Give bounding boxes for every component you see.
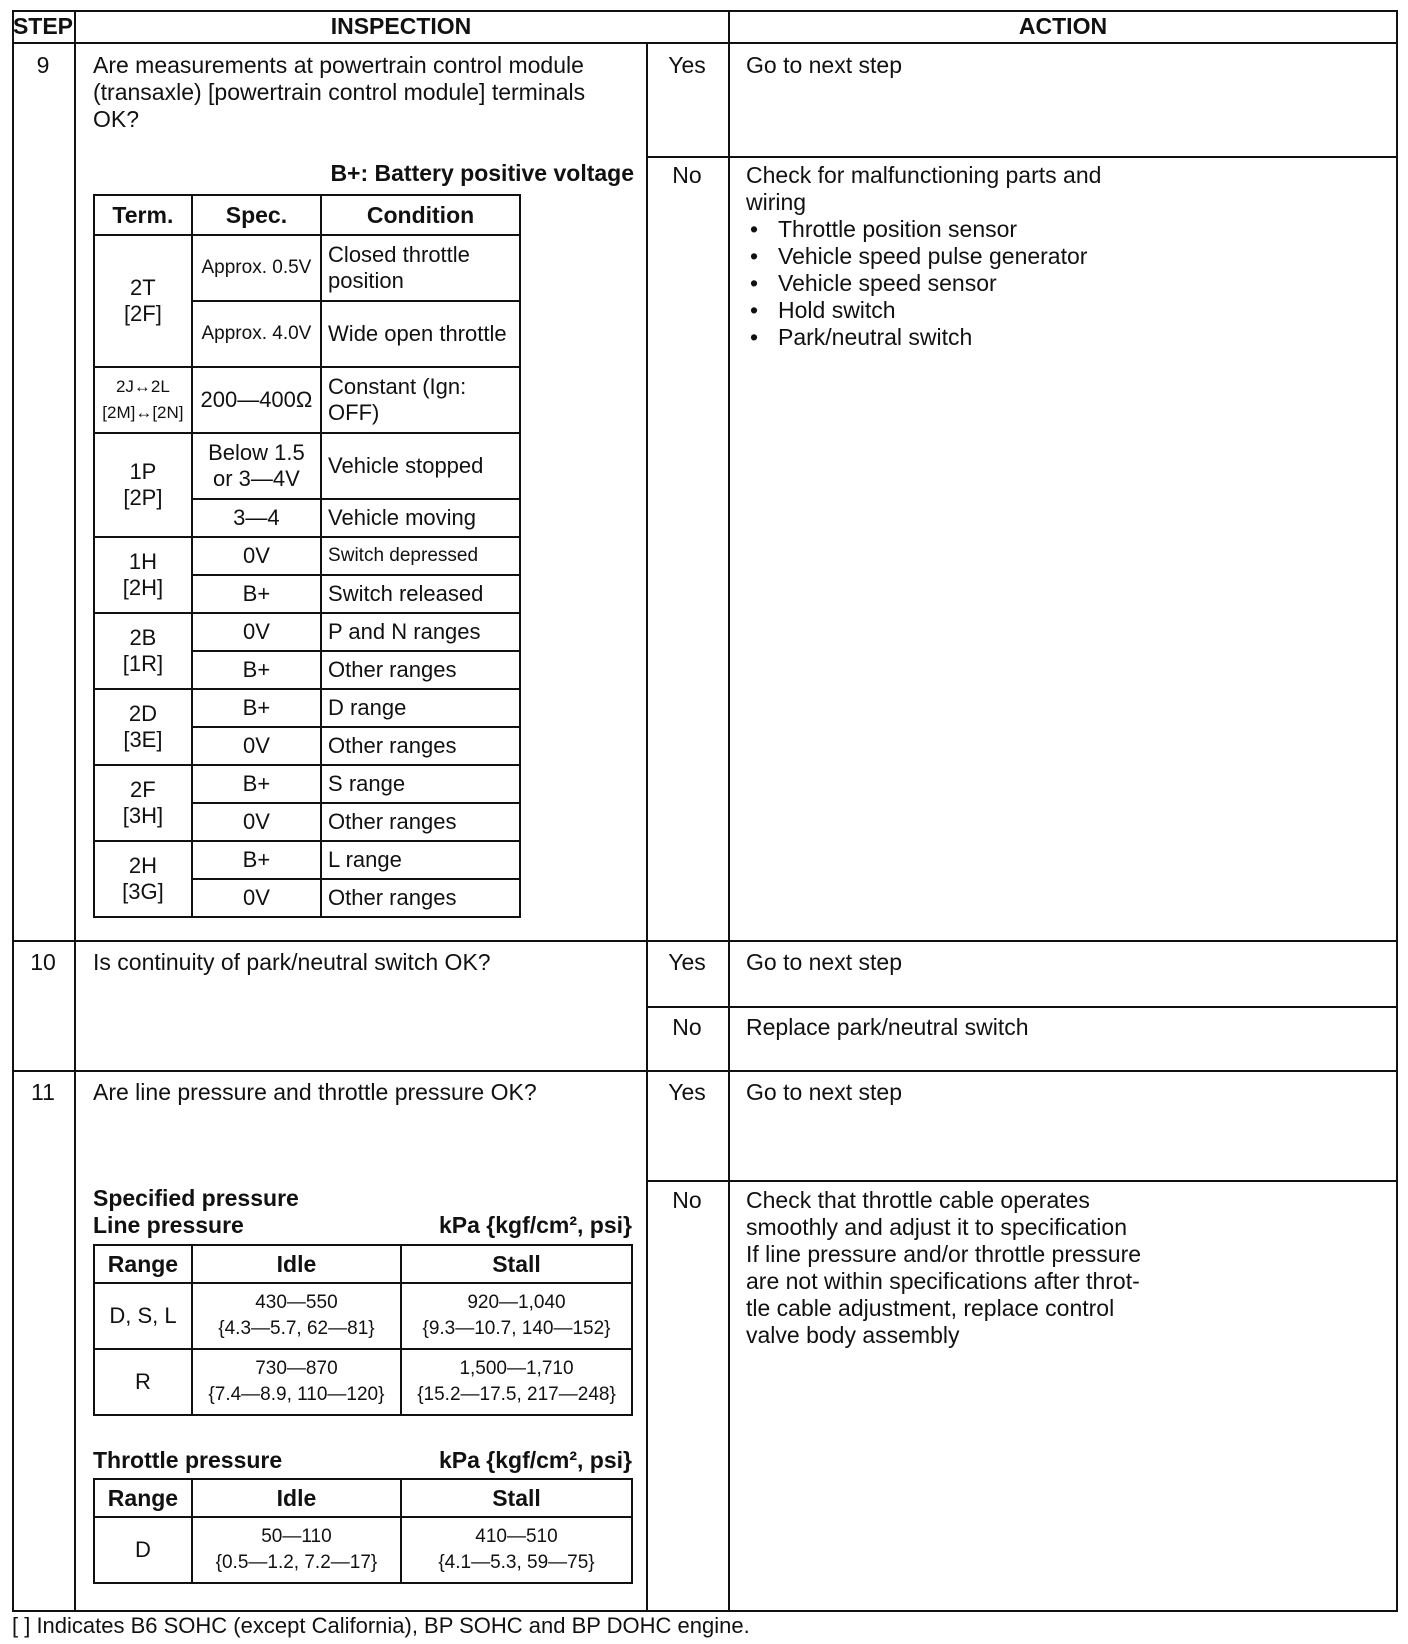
spec-cell: 200—400Ω	[192, 367, 321, 433]
range-cell: R	[94, 1349, 192, 1415]
column-header: Spec.	[192, 195, 321, 235]
spec-cell: 0V	[192, 613, 321, 651]
term-alt: [2F]	[123, 301, 162, 326]
condition-cell: S range	[321, 765, 520, 803]
spec-cell: 3—4	[192, 499, 321, 537]
inspection-question: Is continuity of park/neutral switch OK?	[93, 949, 491, 975]
condition-cell: Vehicle stopped	[321, 433, 520, 499]
no-action: Check that throttle cable operates	[746, 1187, 1090, 1213]
term: 2J↔2L	[115, 377, 170, 396]
inspection-question: OK?	[93, 106, 140, 132]
spec-cell: Below 1.5 or 3—4V	[192, 433, 321, 499]
list-item: • Park/neutral switch	[746, 324, 1087, 351]
term-alt: [2M]↔[2N]	[102, 403, 184, 422]
idle-cell	[192, 1349, 401, 1415]
alt-units: {4.1—5.3, 59—75}	[438, 1552, 595, 1573]
condition-cell: Switch released	[321, 575, 520, 613]
divider	[728, 10, 730, 1612]
line-pressure-table	[93, 1244, 633, 1416]
throttle-pressure-label: Throttle pressure	[93, 1447, 283, 1473]
no-action: tle cable adjustment, replace control	[746, 1295, 1115, 1321]
no-action: Check for malfunctioning parts and	[746, 162, 1102, 188]
term: 2B	[129, 625, 157, 650]
term: 1P	[129, 459, 157, 484]
stall-cell	[401, 1517, 632, 1583]
spec-cell: B+	[192, 575, 321, 613]
alt-units: {4.3—5.7, 62—81}	[218, 1318, 375, 1339]
alt-units: {15.2—17.5, 217—248}	[417, 1384, 616, 1405]
term-cell	[94, 367, 192, 433]
spec-cell: 0V	[192, 727, 321, 765]
footnote: [ ] Indicates B6 SOHC (except California), BP SOHC and BP DOHC engine.	[12, 1613, 750, 1638]
kpa-value: 1,500—1,710	[459, 1358, 574, 1379]
idle-cell	[192, 1283, 401, 1349]
no-action: valve body assembly	[746, 1322, 960, 1348]
inspection-question: Are measurements at powertrain control module	[93, 52, 584, 78]
condition-cell: P and N ranges	[321, 613, 520, 651]
column-header: Term.	[94, 195, 192, 235]
stall-cell	[401, 1283, 632, 1349]
yes-label: Yes	[668, 52, 706, 78]
spec-cell: 0V	[192, 803, 321, 841]
range-cell: D, S, L	[94, 1283, 192, 1349]
kpa-value: 410—510	[475, 1526, 558, 1547]
throttle-pressure-table	[93, 1478, 633, 1584]
column-header: Range	[94, 1479, 192, 1517]
spec-cell: 0V	[192, 537, 321, 575]
column-header: Range	[94, 1245, 192, 1283]
no-action: Replace park/neutral switch	[746, 1014, 1029, 1040]
column-header: Idle	[192, 1245, 401, 1283]
column-header: Condition	[321, 195, 520, 235]
spec-cell: Approx. 0.5V	[192, 235, 321, 301]
range-cell: D	[94, 1517, 192, 1583]
term-cell	[94, 433, 192, 537]
column-header: Idle	[192, 1479, 401, 1517]
term-alt: [2P]	[123, 485, 163, 510]
spec-cell: B+	[192, 841, 321, 879]
term: 2D	[128, 701, 157, 726]
divider	[646, 1006, 1398, 1008]
no-label: No	[672, 162, 702, 188]
condition-cell: Other ranges	[321, 651, 520, 689]
no-label: No	[672, 1187, 702, 1213]
list-item: • Vehicle speed pulse generator	[746, 243, 1087, 270]
yes-action: Go to next step	[746, 949, 902, 975]
yes-label: Yes	[668, 1079, 706, 1105]
stall-cell	[401, 1349, 632, 1415]
step-number: 10	[30, 949, 56, 975]
header-inspection: INSPECTION	[330, 13, 472, 39]
idle-cell	[192, 1517, 401, 1583]
term-cell	[94, 613, 192, 689]
header-action: ACTION	[1018, 13, 1108, 39]
list-item: • Throttle position sensor	[746, 216, 1087, 243]
condition-cell: Wide open throttle	[321, 301, 520, 367]
divider	[12, 42, 1398, 44]
inspection-question: (transaxle) [powertrain control module] terminals	[93, 79, 586, 105]
term-alt: [3E]	[123, 727, 163, 752]
inspection-question: Are line pressure and throttle pressure OK?	[93, 1079, 537, 1105]
spec-cell: B+	[192, 651, 321, 689]
condition-cell: Constant (Ign: OFF)	[321, 367, 520, 433]
no-action: smoothly and adjust it to specification	[746, 1214, 1127, 1240]
term-cell	[94, 235, 192, 367]
spec-cell: B+	[192, 765, 321, 803]
divider	[646, 156, 1398, 158]
unit-label: kPa {kgf/cm², psi}	[438, 1447, 632, 1473]
term-alt: [3G]	[122, 879, 164, 904]
divider	[74, 10, 76, 1612]
condition-cell: L range	[321, 841, 520, 879]
alt-units: {0.5—1.2, 7.2—17}	[215, 1552, 378, 1573]
term-cell	[94, 537, 192, 613]
specified-pressure-label: Specified pressure	[93, 1185, 299, 1211]
spec-cell: 0V	[192, 879, 321, 917]
condition-cell: D range	[321, 689, 520, 727]
yes-label: Yes	[668, 949, 706, 975]
condition-cell: Other ranges	[321, 879, 520, 917]
column-header: Stall	[401, 1479, 632, 1517]
no-action: wiring	[746, 189, 807, 215]
no-action: If line pressure and/or throttle pressure	[746, 1241, 1142, 1267]
term-alt: [2H]	[122, 575, 164, 600]
yes-action: Go to next step	[746, 52, 902, 78]
term-cell	[94, 841, 192, 917]
unit-label: kPa {kgf/cm², psi}	[438, 1212, 632, 1238]
check-list	[746, 216, 1087, 351]
no-action: are not within specifications after throt-	[746, 1268, 1140, 1294]
spec-cell: Approx. 4.0V	[192, 301, 321, 367]
kpa-value: 920—1,040	[467, 1292, 566, 1313]
alt-units: {9.3—10.7, 140—152}	[422, 1318, 611, 1339]
term-alt: [1R]	[122, 651, 164, 676]
term: 2T	[130, 275, 156, 300]
terminal-table	[93, 194, 521, 918]
condition-cell: Switch depressed	[321, 537, 520, 575]
condition-cell: Other ranges	[321, 727, 520, 765]
condition-cell: Other ranges	[321, 803, 520, 841]
kpa-value: 730—870	[255, 1358, 338, 1379]
term-cell	[94, 765, 192, 841]
header-step: STEP	[12, 13, 74, 39]
divider	[12, 940, 1398, 942]
term-alt: [3H]	[122, 803, 164, 828]
condition-cell: Closed throttle position	[321, 235, 520, 301]
alt-units: {7.4—8.9, 110—120}	[208, 1384, 385, 1405]
term-cell	[94, 689, 192, 765]
spec-cell: B+	[192, 689, 321, 727]
battery-note: B+: Battery positive voltage	[330, 160, 634, 186]
list-item: • Vehicle speed sensor	[746, 270, 1087, 297]
condition-cell: Vehicle moving	[321, 499, 520, 537]
step-number: 9	[36, 52, 50, 78]
column-header: Stall	[401, 1245, 632, 1283]
step-number: 11	[31, 1079, 55, 1105]
yes-action: Go to next step	[746, 1079, 902, 1105]
kpa-value: 430—550	[255, 1292, 338, 1313]
divider	[646, 1180, 1398, 1182]
no-label: No	[672, 1014, 702, 1040]
divider	[12, 1070, 1398, 1072]
term: 2H	[128, 853, 157, 878]
line-pressure-label: Line pressure	[93, 1212, 244, 1238]
list-item: • Hold switch	[746, 297, 1087, 324]
divider	[646, 42, 648, 1612]
kpa-value: 50—110	[261, 1526, 332, 1547]
term: 1H	[128, 549, 157, 574]
term: 2F	[130, 777, 156, 802]
